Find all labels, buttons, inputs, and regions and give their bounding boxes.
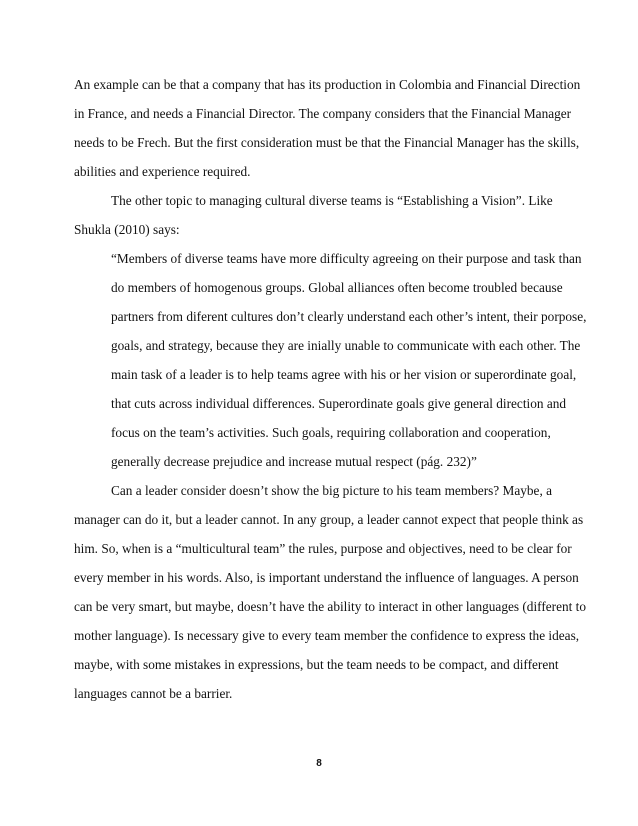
text-line: manager can do it, but a leader cannot. In any group, a leader cannot expect that people think as <box>74 512 584 527</box>
text-line: needs to be Frech. But the first consideration must be that the Financial Manager has the skills, <box>74 135 580 150</box>
quote-line: “Members of diverse teams have more difficulty agreeing on their purpose and task than <box>111 251 582 266</box>
text-line: abilities and experience required. <box>74 164 251 179</box>
quote-line: main task of a leader is to help teams agree with his or her vision or superordinate goal, <box>111 367 577 382</box>
quote-line: partners from diferent cultures don’t clearly understand each other’s intent, their porpose, <box>111 309 587 324</box>
block-quote <box>74 244 587 476</box>
text-line: maybe, with some mistakes in expressions, but the team needs to be compact, and different <box>74 657 559 672</box>
page-number: 8 <box>316 758 322 769</box>
paragraph-vision <box>74 186 574 244</box>
quote-line: do members of homogenous groups. Global alliances often become troubled because <box>111 280 563 295</box>
text-line: every member in his words. Also, is important understand the influence of languages. A person <box>74 570 579 585</box>
text-line: in France, and needs a Financial Director. The company considers that the Financial Manager <box>74 106 572 121</box>
text-line: Shukla (2010) says: <box>74 222 180 237</box>
text-line: languages cannot be a barrier. <box>74 686 233 701</box>
paragraph-leader <box>74 476 587 708</box>
text-line: can be very smart, but maybe, doesn’t have the ability to interact in other languages (different to <box>74 599 587 614</box>
quote-line: generally decrease prejudice and increase mutual respect (pág. 232)” <box>111 454 477 469</box>
body-text <box>74 70 587 708</box>
text-line: him. So, when is a “multicultural team” the rules, purpose and objectives, need to be clear for <box>74 541 572 556</box>
paragraph-intro-example <box>74 70 581 186</box>
text-line: The other topic to managing cultural diverse teams is “Establishing a Vision”. Like <box>111 193 553 208</box>
text-line: Can a leader consider doesn’t show the big picture to his team members? Maybe, a <box>111 483 553 498</box>
quote-line: that cuts across individual differences. Superordinate goals give general direction and <box>111 396 567 411</box>
quote-line: focus on the team’s activities. Such goals, requiring collaboration and cooperation, <box>111 425 551 440</box>
text-line: An example can be that a company that has its production in Colombia and Financial Direction <box>74 77 581 92</box>
text-line: mother language). Is necessary give to every team member the confidence to express the ideas, <box>74 628 580 643</box>
quote-line: goals, and strategy, because they are inially unable to communicate with each other. The <box>111 338 581 353</box>
